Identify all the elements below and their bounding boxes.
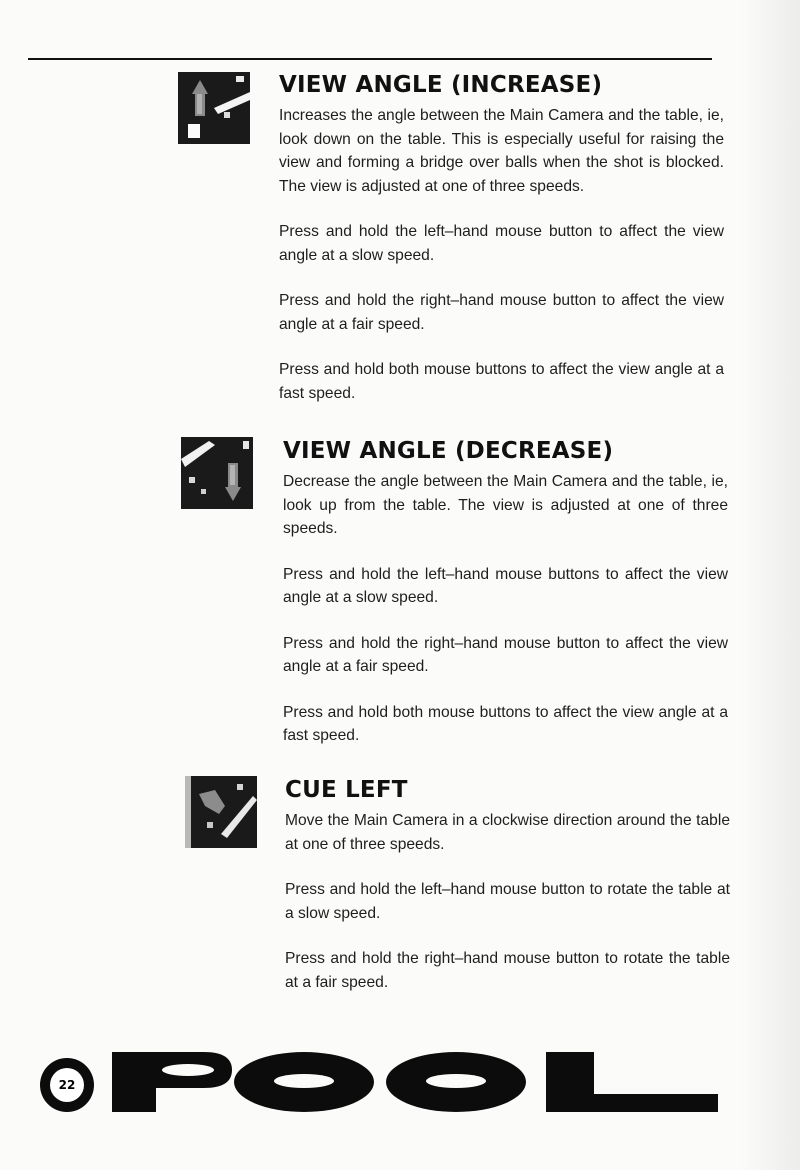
section-view-angle-decrease [283,436,728,770]
section-paragraph: Press and hold the left–hand mouse button to affect the view angle at a slow speed. [279,223,724,264]
section-title: VIEW ANGLE (DECREASE) [283,438,614,464]
section-title: CUE LEFT [285,777,408,803]
view-angle-decrease-icon [181,437,253,509]
section-title: VIEW ANGLE (INCREASE) [279,72,603,98]
section-paragraph: Press and hold the left–hand mouse buttons to affect the view angle at a slow speed. [283,565,728,606]
page-number-badge [40,1058,94,1112]
section-paragraph: Press and hold the left–hand mouse button to rotate the table at a slow speed. [285,881,730,922]
section-view-angle-increase [279,70,724,427]
section-paragraph: Move the Main Camera in a clockwise direction around the table at one of three speeds. [285,812,730,853]
section-cue-left [285,775,730,1016]
section-paragraph: Press and hold both mouse buttons to affect the view angle at a fast speed. [283,703,728,744]
section-paragraph: Press and hold both mouse buttons to affect the view angle at a fast speed. [279,361,724,402]
pool-logo [108,1048,722,1121]
cue-left-icon [185,776,257,848]
header-rule [28,58,712,60]
section-paragraph: Press and hold the right–hand mouse button to affect the view angle at a fair speed. [279,292,724,333]
section-paragraph: Press and hold the right–hand mouse button to rotate the table at a fair speed. [285,950,730,991]
section-paragraph: Decrease the angle between the Main Camera and the table, ie, look up from the table. The view is adjusted at one of three speeds. [283,473,728,537]
page-edge-shadow [740,0,800,1170]
section-paragraph: Increases the angle between the Main Camera and the table, ie, look down on the table. This is especially useful for raising the view and forming a bridge over balls when the shot is blocked. The view is adjusted at one of three speeds. [279,107,724,195]
page-number: 22 [50,1068,84,1102]
view-angle-increase-icon [178,72,250,144]
section-paragraph: Press and hold the right–hand mouse button to affect the view angle at a fair speed. [283,634,728,675]
